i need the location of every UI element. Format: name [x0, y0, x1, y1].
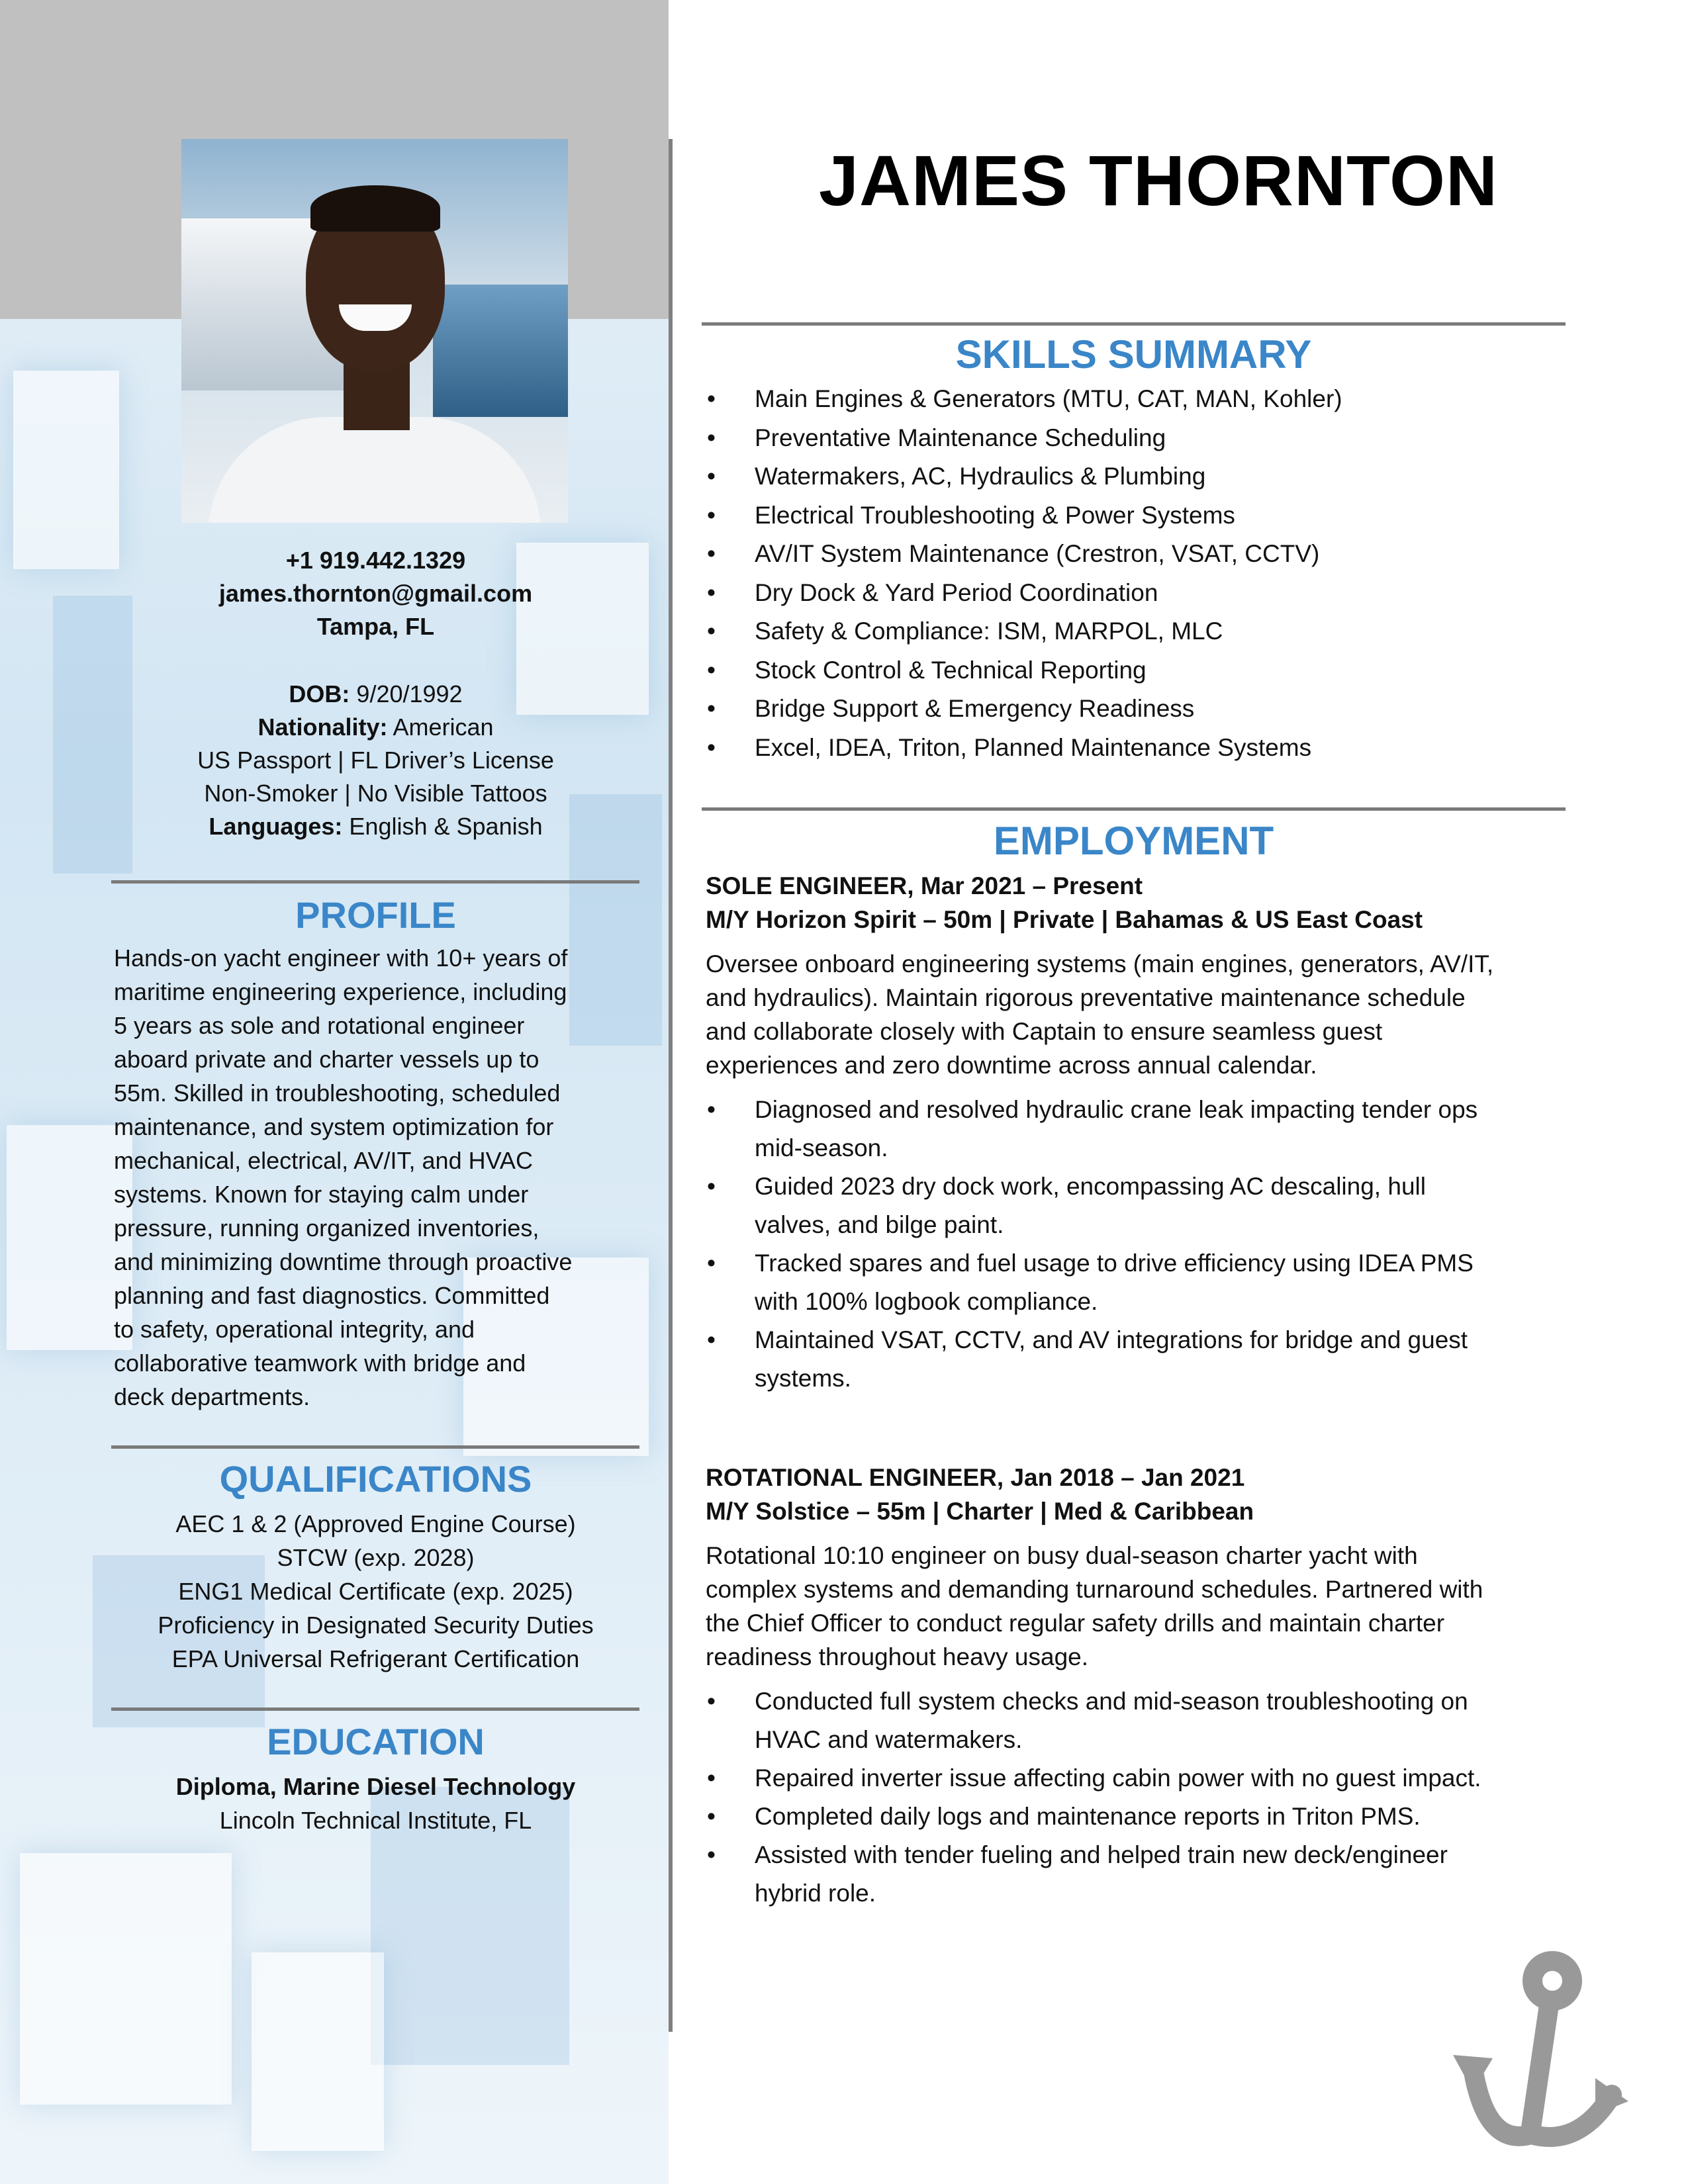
achievement-line: • Maintained VSAT, CCTV, and AV integrations for bridge and guest [755, 1326, 1468, 1353]
achievement-line: • Repaired inverter issue affecting cabin power with no guest impact. [755, 1764, 1481, 1792]
profile-line: deck departments. [114, 1383, 310, 1410]
languages-line [53, 810, 698, 843]
skills-heading: SKILLS SUMMARY [955, 332, 1312, 377]
nationality-line [53, 711, 698, 744]
qualification-item: STCW (exp. 2028) [277, 1544, 475, 1571]
achievement-item [702, 1167, 1562, 1244]
achievement-item [702, 1244, 1562, 1321]
skill-item: • Main Engines & Generators (MTU, CAT, MAN, Kohler) [702, 380, 1562, 419]
job-description-line: readiness throughout heavy usage. [706, 1643, 1089, 1670]
job-achievements [702, 1091, 1562, 1398]
achievement-item [702, 1321, 1562, 1398]
qualification-item: ENG1 Medical Certificate (exp. 2025) [178, 1578, 573, 1605]
job-title: ROTATIONAL ENGINEER, Jan 2018 – Jan 2021 [706, 1464, 1245, 1491]
skill-item: • Bridge Support & Emergency Readiness [702, 690, 1562, 729]
achievement-line: with 100% logbook compliance. [755, 1288, 1098, 1315]
employment-heading: EMPLOYMENT [993, 819, 1274, 863]
achievement-line: hybrid role. [755, 1880, 876, 1907]
job-description-line: Oversee onboard engineering systems (main engines, generators, AV/IT, [706, 950, 1494, 978]
decor-cube [252, 1952, 384, 2151]
qualification-item: Proficiency in Designated Security Duties [158, 1612, 594, 1639]
qualification-item: EPA Universal Refrigerant Certification [171, 1645, 580, 1672]
contact-location: Tampa, FL [316, 613, 435, 640]
profile-line: collaborative teamwork with bridge and [114, 1349, 526, 1377]
employment-rule [702, 807, 1566, 811]
photo-hair [310, 185, 440, 232]
achievement-line: systems. [755, 1365, 851, 1392]
skill-item: • Preventative Maintenance Scheduling [702, 419, 1562, 458]
skill-item: • Excel, IDEA, Triton, Planned Maintenance Systems [702, 729, 1562, 768]
skill-item: • Electrical Troubleshooting & Power Systems [702, 496, 1562, 535]
job-title: SOLE ENGINEER, Mar 2021 – Present [706, 872, 1143, 899]
skills-list [702, 380, 1562, 767]
job-vessel: M/Y Horizon Spirit – 50m | Private | Bahamas & US East Coast [706, 906, 1423, 933]
languages-value: English & Spanish [342, 813, 543, 840]
profile-line: to safety, operational integrity, and [114, 1316, 475, 1343]
qualifications-heading: QUALIFICATIONS [219, 1458, 532, 1500]
profile-line: Hands-on yacht engineer with 10+ years of [114, 944, 568, 972]
education-degree: Diploma, Marine Diesel Technology [175, 1773, 576, 1800]
job-description [706, 1539, 1566, 1674]
profile-line: pressure, running organized inventories, [114, 1214, 539, 1242]
achievement-line: • Conducted full system checks and mid-season troubleshooting on [755, 1688, 1468, 1715]
education-rule [111, 1707, 639, 1711]
job-vessel: M/Y Solstice – 55m | Charter | Med & Caribbean [706, 1498, 1254, 1525]
photo-shirt [208, 417, 541, 523]
job-description-line: and hydraulics). Maintain rigorous preventative maintenance schedule [706, 984, 1466, 1011]
profile-heading: PROFILE [295, 894, 456, 936]
photo-water [433, 285, 568, 417]
education-school: Lincoln Technical Institute, FL [219, 1807, 532, 1834]
decor-cube [20, 1853, 232, 2105]
achievement-line: • Tracked spares and fuel usage to drive efficiency using IDEA PMS [755, 1250, 1474, 1277]
education-block [53, 1770, 698, 1837]
skill-item: • Safety & Compliance: ISM, MARPOL, MLC [702, 612, 1562, 651]
skill-item: • AV/IT System Maintenance (Crestron, VSAT, CCTV) [702, 535, 1562, 574]
job-description [706, 947, 1566, 1082]
habits-line: Non-Smoker | No Visible Tattoos [204, 780, 547, 807]
achievement-line: • Completed daily logs and maintenance reports in Triton PMS. [755, 1803, 1421, 1830]
profile-line: 5 years as sole and rotational engineer [114, 1012, 525, 1039]
achievement-line: • Guided 2023 dry dock work, encompassing AC descaling, hull [755, 1173, 1426, 1200]
achievement-item [702, 1682, 1562, 1759]
skills-rule [702, 322, 1566, 326]
skill-item: • Dry Dock & Yard Period Coordination [702, 574, 1562, 613]
candidate-name: JAMES THORNTON [818, 140, 1499, 220]
profile-line: and minimizing downtime through proactive [114, 1248, 573, 1275]
profile-photo [181, 139, 568, 523]
skill-item: • Stock Control & Technical Reporting [702, 651, 1562, 690]
achievement-line: HVAC and watermakers. [755, 1726, 1023, 1753]
achievement-item [702, 1091, 1562, 1167]
profile-line: systems. Known for staying calm under [114, 1181, 529, 1208]
nationality-label: Nationality: [258, 713, 388, 741]
job-description-line: complex systems and demanding turnaround schedules. Partnered with [706, 1576, 1483, 1603]
profile-text [114, 941, 643, 1414]
education-heading: EDUCATION [267, 1721, 485, 1762]
contact-phone: +1 919.442.1329 [285, 547, 466, 574]
decor-cube [13, 371, 119, 569]
achievement-line: mid-season. [755, 1134, 888, 1161]
job-description-line: experiences and zero downtime across annual calendar. [706, 1052, 1317, 1079]
achievement-line: valves, and bilge paint. [755, 1211, 1004, 1238]
dob-line [53, 678, 698, 711]
job-description-line: the Chief Officer to conduct regular safety drills and maintain charter [706, 1610, 1445, 1637]
qualifications-list [53, 1507, 698, 1676]
profile-rule [111, 880, 639, 884]
skill-item: • Watermakers, AC, Hydraulics & Plumbing [702, 457, 1562, 496]
languages-label: Languages: [209, 813, 343, 840]
profile-line: maintenance, and system optimization for [114, 1113, 554, 1140]
dob-label: DOB: [289, 680, 350, 707]
achievement-line: • Diagnosed and resolved hydraulic crane leak impacting tender ops [755, 1096, 1478, 1123]
qualifications-rule [111, 1445, 639, 1449]
dob-value: 9/20/1992 [350, 680, 463, 707]
profile-line: aboard private and charter vessels up to [114, 1046, 539, 1073]
achievement-item [702, 1759, 1562, 1797]
profile-line: maritime engineering experience, including [114, 978, 567, 1005]
achievement-item [702, 1836, 1562, 1913]
profile-line: mechanical, electrical, AV/IT, and HVAC [114, 1147, 533, 1174]
achievement-item [702, 1797, 1562, 1836]
job-achievements [702, 1682, 1562, 1913]
nationality-value: American [387, 713, 494, 741]
documents-line: US Passport | FL Driver’s License [197, 747, 554, 774]
achievement-line: • Assisted with tender fueling and helped train new deck/engineer [755, 1841, 1448, 1868]
anchor-icon [1446, 1949, 1632, 2161]
job-description-line: and collaborate closely with Captain to ensure seamless guest [706, 1018, 1383, 1045]
job-description-line: Rotational 10:10 engineer on busy dual-season charter yacht with [706, 1542, 1418, 1569]
profile-line: planning and fast diagnostics. Committed [114, 1282, 550, 1309]
contact-email: james.thornton@gmail.com [218, 580, 533, 607]
profile-line: 55m. Skilled in troubleshooting, scheduled [114, 1079, 561, 1107]
qualification-item: AEC 1 & 2 (Approved Engine Course) [175, 1510, 576, 1537]
